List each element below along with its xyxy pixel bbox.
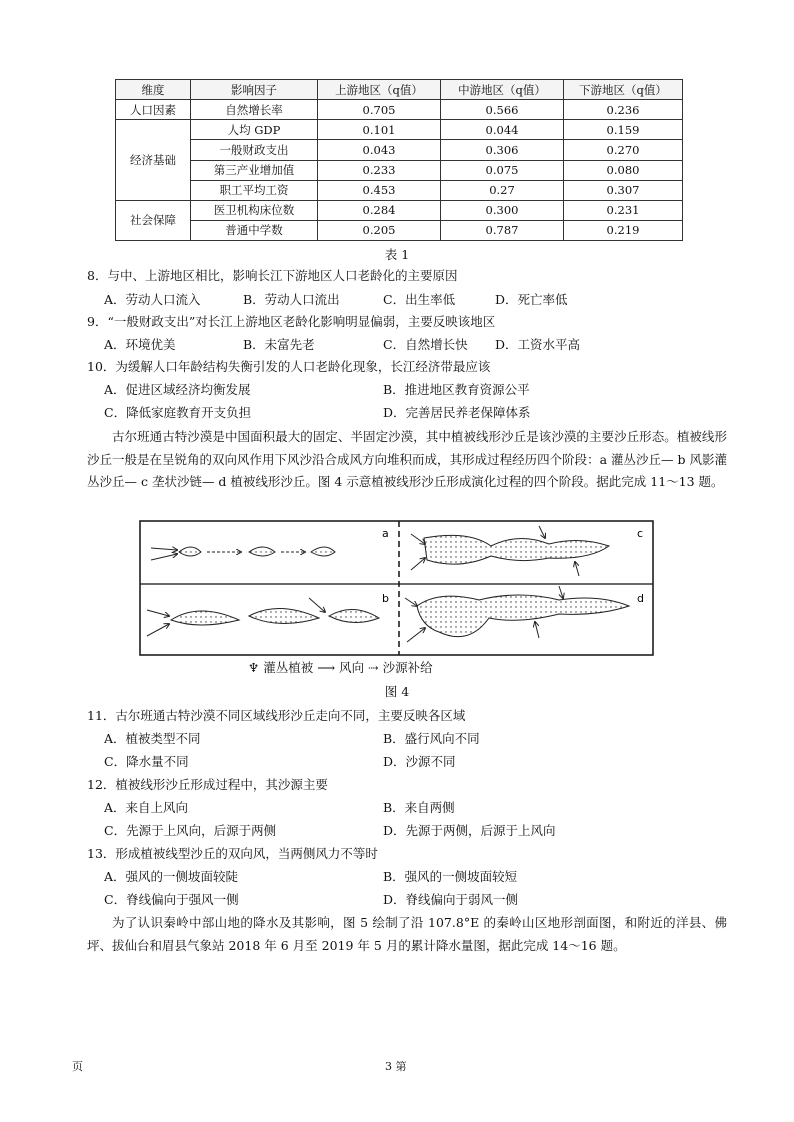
passage-qinling: 为了认识秦岭中部山地的降水及其影响，图 5 绘制了沿 107.8°E 的秦岭山区地形剖面图，和附近的洋县、佛坪、拔仙台和眉县气象站 2018 年 6 月至 2019 年 5 月的累计降水量图，据此完成 14～16 题。	[87, 915, 727, 953]
table-row	[116, 180, 683, 200]
data-table	[115, 79, 683, 241]
q10-option-d: D．完善居民养老保障体系	[383, 405, 531, 420]
q10-stem: 10．为缓解人口年龄结构失衡引发的人口老龄化现象，长江经济带最应该	[87, 359, 491, 374]
q12-option-b: B．来自两侧	[383, 800, 455, 815]
q13-option-d: D．脊线偏向于弱风一侧	[383, 892, 519, 907]
q12-stem: 12．植被线形沙丘形成过程中，其沙源主要	[87, 777, 328, 792]
q13-option-c: C．脊线偏向于强风一侧	[104, 892, 239, 907]
value-cell: 0.787	[441, 220, 564, 240]
q12-option-c: C．先源于上风向，后源于两侧	[104, 823, 277, 838]
value-cell: 0.300	[441, 200, 564, 220]
panel-label-c: c	[637, 527, 644, 540]
footer-left: 页	[72, 1060, 83, 1073]
panel-a	[151, 547, 335, 560]
q8-option-a: A．劳动人口流入	[104, 292, 201, 307]
factor-cell: 一般财政支出	[191, 140, 318, 160]
panel-c	[411, 526, 609, 576]
value-cell: 0.080	[564, 160, 683, 180]
value-cell: 0.075	[441, 160, 564, 180]
shrub-icon: ♆	[248, 660, 260, 675]
value-cell: 0.159	[564, 120, 683, 140]
value-cell: 0.307	[564, 180, 683, 200]
q8-stem: 8．与中、上游地区相比，影响长江下游地区人口老龄化的主要原因	[87, 268, 458, 283]
value-cell: 0.231	[564, 200, 683, 220]
wind-arrow-icon: ⟶	[317, 660, 340, 675]
q11-option-d: D．沙源不同	[383, 754, 456, 769]
factor-cell: 职工平均工资	[191, 180, 318, 200]
table-row	[116, 100, 683, 120]
value-cell: 0.705	[318, 100, 441, 120]
q11-option-c: C．降水量不同	[104, 754, 189, 769]
q11-option-a: A．植被类型不同	[104, 731, 201, 746]
q11-option-b: B．盛行风向不同	[383, 731, 480, 746]
header-upstream: 上游地区（q值）	[318, 80, 441, 100]
q9-option-c: C．自然增长快	[383, 337, 468, 352]
value-cell: 0.566	[441, 100, 564, 120]
table-row	[116, 160, 683, 180]
q8-option-c: C．出生率低	[383, 292, 456, 307]
factor-cell: 自然增长率	[191, 100, 318, 120]
figure-caption: 图 4	[384, 684, 410, 699]
table-row	[116, 220, 683, 240]
value-cell: 0.27	[441, 180, 564, 200]
table-header-row	[116, 80, 683, 100]
q8-option-d: D．死亡率低	[495, 292, 568, 307]
dimension-cell: 人口因素	[116, 100, 191, 120]
panel-label-d: d	[637, 592, 644, 605]
dimension-cell: 社会保障	[116, 200, 191, 240]
legend-wind-label: 风向	[339, 660, 365, 675]
table-row	[116, 140, 683, 160]
value-cell: 0.205	[318, 220, 441, 240]
header-downstream: 下游地区（q值）	[564, 80, 683, 100]
table-row	[116, 120, 683, 140]
q9-option-a: A．环境优美	[104, 337, 176, 352]
panel-label-b: b	[382, 592, 389, 605]
header-factor: 影响因子	[191, 80, 318, 100]
legend-sand-label: 沙源补给	[382, 660, 433, 675]
q12-option-a: A．来自上风向	[104, 800, 189, 815]
q11-stem: 11．古尔班通古特沙漠不同区域线形沙丘走向不同，主要反映各区域	[87, 708, 466, 723]
value-cell: 0.101	[318, 120, 441, 140]
dimension-cell: 经济基础	[116, 120, 191, 201]
figure-4-dune-stages	[139, 520, 654, 656]
panel-d	[405, 586, 629, 642]
factor-cell: 第三产业增加值	[191, 160, 318, 180]
q12-option-d: D．先源于两侧，后源于上风向	[383, 823, 556, 838]
factor-cell: 普通中学数	[191, 220, 318, 240]
factor-cell: 医卫机构床位数	[191, 200, 318, 220]
sand-arrow-icon: ⇢	[368, 660, 383, 675]
legend-shrub-label: 灌丛植被	[263, 660, 314, 675]
passage-desert: 古尔班通古特沙漠是中国面积最大的固定、半固定沙漠，其中植被线形沙丘是该沙漠的主要沙丘形态。植被线形沙丘一般是在呈锐角的双向风作用下风沙沿合成风方向堆积而成，其形成过程经历四个阶段：a 灌丛沙丘— b 风影灌丛沙丘— c 垄状沙链— d 植被线形沙丘。图 4 示意植被线形沙丘形成演化过程的四个阶段。据此完成 11～13 题。	[87, 429, 727, 489]
table-row	[116, 200, 683, 220]
q9-option-b: B．未富先老	[243, 337, 315, 352]
panel-b	[147, 598, 379, 636]
value-cell: 0.270	[564, 140, 683, 160]
q9-option-d: D．工资水平高	[495, 337, 581, 352]
table-caption: 表 1	[384, 247, 410, 262]
figure-legend	[248, 658, 433, 676]
q10-option-a: A．促进区域经济均衡发展	[104, 382, 251, 397]
header-dimension: 维度	[116, 80, 191, 100]
value-cell: 0.306	[441, 140, 564, 160]
q13-option-a: A．强风的一侧坡面较陡	[104, 869, 239, 884]
q13-option-b: B．强风的一侧坡面较短	[383, 869, 518, 884]
page-number: 3 第	[385, 1060, 407, 1073]
value-cell: 0.219	[564, 220, 683, 240]
value-cell: 0.044	[441, 120, 564, 140]
header-midstream: 中游地区（q值）	[441, 80, 564, 100]
q8-option-b: B．劳动人口流出	[243, 292, 340, 307]
panel-label-a: a	[382, 527, 389, 540]
value-cell: 0.043	[318, 140, 441, 160]
value-cell: 0.284	[318, 200, 441, 220]
q10-option-c: C．降低家庭教育开支负担	[104, 405, 252, 420]
q10-option-b: B．推进地区教育资源公平	[383, 382, 530, 397]
value-cell: 0.236	[564, 100, 683, 120]
q13-stem: 13．形成植被线型沙丘的双向风，当两侧风力不等时	[87, 846, 378, 861]
q9-stem: 9．“一般财政支出”对长江上游地区老龄化影响明显偏弱，主要反映该地区	[87, 314, 496, 329]
value-cell: 0.453	[318, 180, 441, 200]
factor-cell: 人均 GDP	[191, 120, 318, 140]
value-cell: 0.233	[318, 160, 441, 180]
